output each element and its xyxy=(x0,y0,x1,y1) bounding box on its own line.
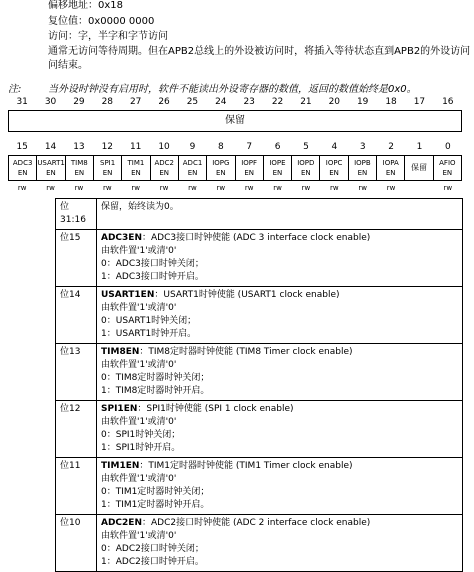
low-bit-number: 6 xyxy=(274,142,281,152)
note-text: 当外设时钟没有启用时，软件不能读出外设寄存器的数值，返回的数值始终是0x0。 xyxy=(48,84,417,95)
description-line: 0：TIM8定时器时钟关闭； xyxy=(101,373,210,383)
register-field xyxy=(122,156,150,180)
high-bit-number: 22 xyxy=(271,97,284,107)
description-line: 1：USART1时钟开启。 xyxy=(101,329,197,339)
description-text: ：TIM1定时器时钟使能 (TIM1 Timer clock enable) xyxy=(139,461,353,471)
description-title xyxy=(101,346,458,359)
table-row xyxy=(56,401,463,458)
bit-range: 位13 xyxy=(56,344,97,401)
field-name: ADC1 xyxy=(182,159,203,167)
description-title xyxy=(101,232,458,245)
register-low-fields xyxy=(8,155,462,181)
note-label: 注: xyxy=(8,84,22,95)
register-field xyxy=(37,156,65,180)
register-field xyxy=(151,156,179,180)
bit-description xyxy=(97,458,463,515)
bit-description xyxy=(97,401,463,458)
access-mark: rw xyxy=(46,184,55,192)
field-suffix: EN xyxy=(385,169,396,177)
bit-description xyxy=(97,230,463,287)
description-line: 由软件置'1'或清'0' xyxy=(101,303,177,313)
field-suffix: EN xyxy=(46,169,56,177)
description-line: 由软件置'1'或清'0' xyxy=(101,360,177,370)
access-mark: rw xyxy=(443,184,453,192)
low-bit-number: 5 xyxy=(303,142,309,152)
description-line: 由软件置'1'或清'0' xyxy=(101,417,177,427)
high-bit-number: 19 xyxy=(356,97,369,107)
bit-range: 位11 xyxy=(56,458,97,515)
description-line: 0：SPI1时钟关闭； xyxy=(101,430,181,440)
field-name: IOPD xyxy=(297,159,315,167)
field-name: IOPF xyxy=(241,159,258,167)
low-bit-number: 7 xyxy=(246,142,253,152)
field-suffix: EN xyxy=(131,169,141,177)
wait-desc-line2: 问结束。 xyxy=(48,60,88,71)
bit-description-table xyxy=(55,198,463,572)
access-mark: rw xyxy=(273,184,282,192)
field-suffix: EN xyxy=(216,169,226,177)
low-bit-number: 0 xyxy=(444,142,451,152)
description-text: ：ADC2接口时钟使能 (ADC 2 interface clock enable) xyxy=(141,518,371,528)
reset-value: 复位值：0x0000 0000 xyxy=(48,16,155,27)
field-name: IOPB xyxy=(354,159,371,167)
low-bit-number: 15 xyxy=(16,142,28,152)
field-name: ADC2 xyxy=(154,159,174,167)
bit-range: 位31:16 xyxy=(56,199,97,230)
access-mark: rw xyxy=(216,184,226,192)
field-name-bold: ADC2EN xyxy=(101,518,142,528)
description-line: 0：TIM1定时器时钟关闭； xyxy=(101,487,210,497)
description-line: 由软件置'1'或清'0' xyxy=(101,474,177,484)
table-row xyxy=(56,230,463,287)
reserved-high-label: 保留 xyxy=(225,115,245,126)
bit-description xyxy=(97,515,463,572)
low-bit-number: 11 xyxy=(129,142,142,152)
access-mark: rw xyxy=(188,184,197,192)
field-name: TIM8 xyxy=(70,159,88,167)
bit-description xyxy=(97,344,463,401)
high-bit-number: 16 xyxy=(442,97,454,107)
low-bit-number: 3 xyxy=(359,142,366,152)
description-title xyxy=(101,201,458,214)
field-name-bold: ADC3EN xyxy=(101,233,142,243)
field-name: IOPG xyxy=(212,159,230,167)
high-bit-number: 29 xyxy=(73,97,85,107)
register-field xyxy=(320,156,348,180)
access-mark: rw xyxy=(358,184,367,192)
field-suffix: EN xyxy=(74,169,85,177)
access-mark: rw xyxy=(103,184,112,192)
description-title xyxy=(101,460,458,473)
field-suffix: EN xyxy=(17,169,28,177)
description-line: 0：ADC3接口时钟关闭； xyxy=(101,259,204,269)
high-bit-number: 18 xyxy=(385,97,397,107)
description-line: 0：ADC2接口时钟关闭； xyxy=(101,544,204,554)
field-name: IOPC xyxy=(325,159,343,167)
bit-description xyxy=(97,199,463,230)
table-row xyxy=(56,287,463,344)
description-text: ：SPI1时钟使能 (SPI 1 clock enable) xyxy=(137,404,294,414)
access-mark: rw xyxy=(17,184,27,192)
field-suffix: EN xyxy=(244,169,254,177)
field-suffix: EN xyxy=(159,169,170,177)
bit-description xyxy=(97,287,463,344)
bit-range: 位14 xyxy=(56,287,97,344)
high-bit-number: 31 xyxy=(16,97,28,107)
description-line: 由软件置'1'或清'0' xyxy=(101,531,177,541)
access-mark: rw xyxy=(159,184,169,192)
field-name: 保留 xyxy=(411,163,428,172)
description-line: 1：ADC3接口时钟开启。 xyxy=(101,272,204,282)
field-suffix: EN xyxy=(187,169,198,177)
high-bit-number: 25 xyxy=(186,97,199,107)
description-text: ：ADC3接口时钟使能 (ADC 3 interface clock enable) xyxy=(141,233,371,243)
offset-address: 偏移地址：0x18 xyxy=(48,0,124,11)
high-bit-number: 28 xyxy=(101,97,114,107)
field-name: USART1 xyxy=(37,159,65,167)
register-field xyxy=(264,156,292,180)
register-field xyxy=(349,156,377,180)
access-mark: rw xyxy=(301,184,311,192)
field-suffix: EN xyxy=(272,169,283,177)
register-field xyxy=(292,156,320,180)
field-name: SPI1 xyxy=(100,159,116,167)
bit-range: 位10 xyxy=(56,515,97,572)
register-field xyxy=(179,156,207,180)
low-bit-number: 12 xyxy=(101,142,114,152)
description-text: 保留，始终读为0。 xyxy=(101,202,179,212)
low-bit-number: 1 xyxy=(416,142,423,152)
register-field xyxy=(9,156,37,180)
access-mark xyxy=(405,184,433,192)
field-suffix: EN xyxy=(329,169,339,177)
field-name-bold: SPI1EN xyxy=(101,404,138,414)
field-name: ADC3 xyxy=(12,159,33,167)
field-suffix: EN xyxy=(357,169,368,177)
access-marks-row xyxy=(8,184,462,192)
access-mark: rw xyxy=(386,184,396,192)
description-line: 1：TIM8定时器时钟开启。 xyxy=(101,386,210,396)
description-title xyxy=(101,403,458,416)
register-field xyxy=(66,156,94,180)
field-name-bold: TIM8EN xyxy=(101,347,140,357)
reserved-high-field xyxy=(8,110,462,132)
description-line: 1：TIM1定时器时钟开启。 xyxy=(101,500,210,510)
table-row xyxy=(56,199,463,230)
high-bit-number: 21 xyxy=(300,97,312,107)
high-bit-number: 24 xyxy=(215,97,227,107)
register-field xyxy=(434,156,461,180)
access-mark: rw xyxy=(330,184,339,192)
register-field xyxy=(377,156,405,180)
description-line: 1：SPI1时钟开启。 xyxy=(101,443,181,453)
description-line: 0：USART1时钟关闭； xyxy=(101,316,197,326)
access-info: 访问：字，半字和字节访问 xyxy=(48,31,168,42)
bit-range: 位15 xyxy=(56,230,97,287)
table-row xyxy=(56,458,463,515)
table-row xyxy=(56,515,463,572)
low-bit-number: 4 xyxy=(331,142,338,152)
field-name: TIM1 xyxy=(127,159,145,167)
field-suffix: EN xyxy=(442,169,453,177)
low-bit-number: 14 xyxy=(44,142,57,152)
description-line: 1：ADC2接口时钟开启。 xyxy=(101,557,204,567)
low-bit-number: 10 xyxy=(158,142,170,152)
access-mark: rw xyxy=(131,184,140,192)
wait-desc-line1: 通常无访问等待周期。但在APB2总线上的外设被访问时，将插入等待状态直到APB2的外设访问 xyxy=(48,46,471,57)
field-suffix: EN xyxy=(300,169,311,177)
field-name: IOPE xyxy=(269,159,286,167)
description-title xyxy=(101,517,458,530)
register-field xyxy=(405,156,433,180)
field-suffix: EN xyxy=(102,169,113,177)
low-bit-number: 9 xyxy=(189,142,196,152)
table-row xyxy=(56,344,463,401)
description-line: 由软件置'1'或清'0' xyxy=(101,246,177,256)
field-name: AFIO xyxy=(439,159,456,167)
low-bit-number: 13 xyxy=(73,142,85,152)
description-text: ：TIM8定时器时钟使能 (TIM8 Timer clock enable) xyxy=(139,347,353,357)
access-mark: rw xyxy=(244,184,254,192)
description-title xyxy=(101,289,458,302)
high-bit-number: 23 xyxy=(243,97,255,107)
low-bit-number: 8 xyxy=(217,142,224,152)
high-bit-number: 27 xyxy=(129,97,142,107)
high-bit-number: 30 xyxy=(44,97,57,107)
high-bit-number: 17 xyxy=(413,97,426,107)
high-bit-number: 26 xyxy=(158,97,170,107)
register-field xyxy=(207,156,235,180)
bit-range: 位12 xyxy=(56,401,97,458)
register-field xyxy=(94,156,122,180)
field-name-bold: USART1EN xyxy=(101,290,155,300)
high-bit-number: 20 xyxy=(328,97,341,107)
field-name: IOPA xyxy=(382,159,399,167)
register-field xyxy=(236,156,264,180)
low-bit-number: 2 xyxy=(388,142,394,152)
field-name-bold: TIM1EN xyxy=(101,461,140,471)
access-mark: rw xyxy=(74,184,84,192)
description-text: ：USART1时钟使能 (USART1 clock enable) xyxy=(154,290,340,300)
